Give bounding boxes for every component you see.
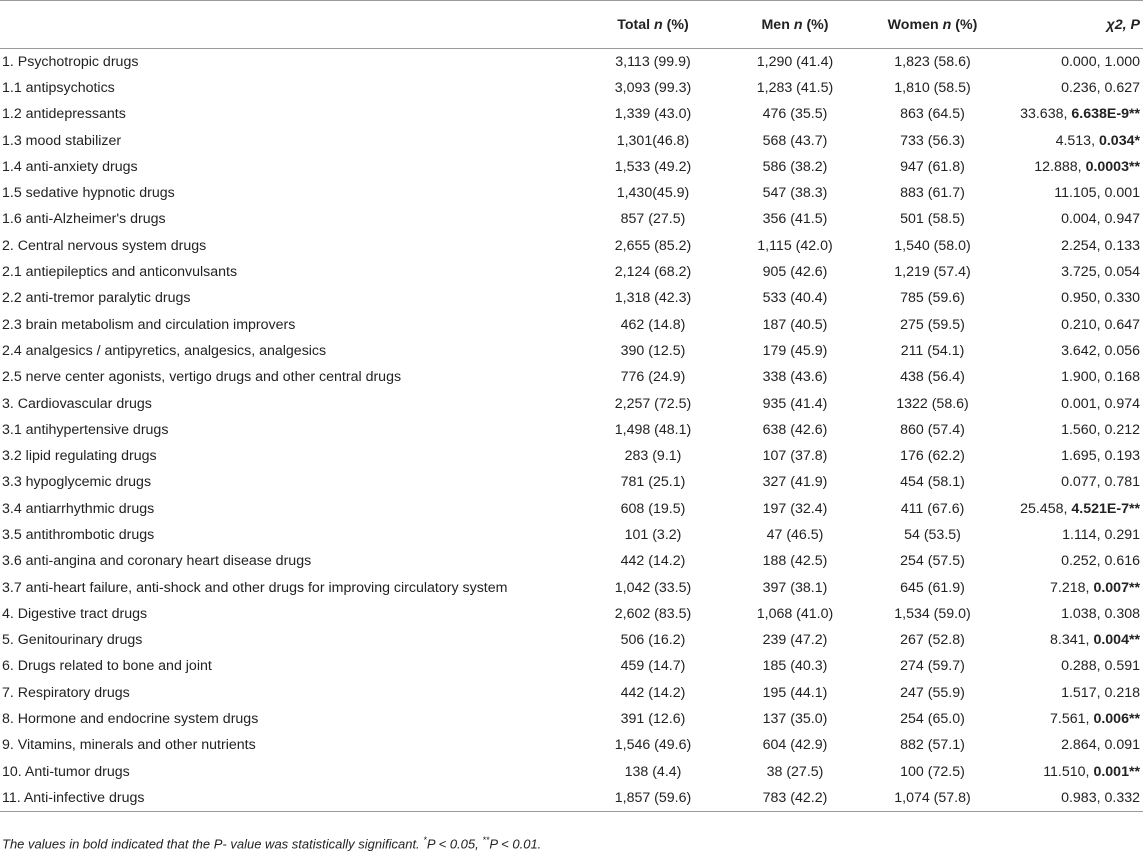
table-row <box>0 548 1143 574</box>
chi-value: 7.561, <box>1050 711 1090 728</box>
cell-women: 947 (61.8) <box>900 158 965 175</box>
chi-value: 2.864, <box>1061 737 1101 754</box>
p-value: 0.054 <box>1104 264 1140 281</box>
cell-women: 1322 (58.6) <box>896 395 969 412</box>
cell-men: 604 (42.9) <box>762 737 828 754</box>
row-label: 1. Psychotropic drugs <box>2 53 139 70</box>
cell-men: 638 (42.6) <box>762 421 828 438</box>
cell-men: 1,115 (42.0) <box>757 237 833 254</box>
p-value: 0.168 <box>1104 369 1140 386</box>
table-row <box>0 680 1143 706</box>
chi-value: 0.252, <box>1061 553 1101 570</box>
cell-men: 338 (43.6) <box>762 369 828 386</box>
row-label: 2.1 antiepileptics and anticonvulsants <box>2 264 238 281</box>
footnote-text: The values in bold indicated that the P- value was statistically significant. <box>2 836 420 852</box>
p-value: 0.001** <box>1093 763 1140 780</box>
chi-value: 0.210, <box>1061 316 1101 333</box>
p-value: 4.521E-7** <box>1071 500 1140 517</box>
table-header-row <box>0 1 1143 49</box>
cell-women: 176 (62.2) <box>900 448 965 465</box>
cell-total: 442 (14.2) <box>620 553 686 570</box>
cell-total: 138 (4.4) <box>624 763 682 780</box>
chi-value: 3.642, <box>1061 342 1101 359</box>
cell-chi-p <box>1005 653 1143 679</box>
footnote-p01: P < 0.01. <box>489 836 542 852</box>
cell-total: 3,113 (99.9) <box>615 53 691 70</box>
p-value: 6.638E-9** <box>1071 106 1140 123</box>
cell-total: 442 (14.2) <box>620 684 686 701</box>
chi-value: 0.983, <box>1061 789 1101 806</box>
cell-women: 1,810 (58.5) <box>894 79 971 96</box>
chi-value: 33.638, <box>1020 106 1068 123</box>
p-value: 0.193 <box>1104 448 1140 465</box>
row-label: 1.3 mood stabilizer <box>2 132 122 149</box>
row-label: 2.5 nerve center agonists, vertigo drugs and other central drugs <box>2 369 402 386</box>
row-label: 2.4 analgesics / antipyretics, analgesics, analgesics <box>2 342 327 359</box>
cell-men: 239 (47.2) <box>762 632 828 649</box>
cell-men: 533 (40.4) <box>762 290 828 307</box>
table-row <box>0 49 1143 75</box>
cell-women: 1,074 (57.8) <box>894 789 971 806</box>
chi-value: 2.254, <box>1061 237 1101 254</box>
cell-women: 267 (52.8) <box>900 632 965 649</box>
table-row <box>0 417 1143 443</box>
cell-total: 283 (9.1) <box>624 448 682 465</box>
cell-chi-p <box>1005 522 1143 548</box>
cell-chi-p <box>1005 311 1143 337</box>
cell-chi-p <box>1005 759 1143 785</box>
cell-men: 47 (46.5) <box>766 526 824 543</box>
cell-men: 179 (45.9) <box>762 342 828 359</box>
cell-women: 275 (59.5) <box>900 316 965 333</box>
p-value: 0.330 <box>1104 290 1140 307</box>
chi-value: 8.341, <box>1050 632 1090 649</box>
cell-women: 1,219 (57.4) <box>894 264 971 281</box>
table-row <box>0 338 1143 364</box>
cell-women: 211 (54.1) <box>900 342 965 359</box>
table-row <box>0 154 1143 180</box>
cell-total: 1,430(45.9) <box>616 185 690 202</box>
cell-total: 2,602 (83.5) <box>614 605 692 622</box>
cell-total: 1,533 (49.2) <box>614 158 692 175</box>
cell-total: 1,498 (48.1) <box>614 421 692 438</box>
cell-chi-p <box>1005 49 1143 75</box>
cell-men: 568 (43.7) <box>762 132 828 149</box>
p-value: 0.947 <box>1104 211 1140 228</box>
cell-men: 935 (41.4) <box>762 395 828 412</box>
table-row <box>0 180 1143 206</box>
row-label: 5. Genitourinary drugs <box>2 632 143 649</box>
p-value: 0.133 <box>1104 237 1140 254</box>
header-women: Women n (%) <box>887 16 978 33</box>
cell-total: 1,042 (33.5) <box>614 579 692 596</box>
row-label: 3.3 hypoglycemic drugs <box>2 474 152 491</box>
chi-value: 1.560, <box>1061 421 1101 438</box>
cell-men: 38 (27.5) <box>766 763 824 780</box>
cell-chi-p <box>1005 706 1143 732</box>
chi-value: 0.004, <box>1061 211 1101 228</box>
table-row <box>0 759 1143 785</box>
cell-women: 254 (65.0) <box>900 711 965 728</box>
cell-men: 107 (37.8) <box>762 448 828 465</box>
cell-chi-p <box>1005 127 1143 153</box>
cell-women: 1,540 (58.0) <box>894 237 971 254</box>
row-label: 1.6 anti-Alzheimer's drugs <box>2 211 166 228</box>
cell-total: 781 (25.1) <box>620 474 686 491</box>
table-row <box>0 653 1143 679</box>
cell-chi-p <box>1005 101 1143 127</box>
cell-total: 1,301(46.8) <box>616 132 690 149</box>
cell-chi-p <box>1005 601 1143 627</box>
cell-women: 863 (64.5) <box>900 106 965 123</box>
cell-women: 733 (56.3) <box>900 132 965 149</box>
footnote-p05: P < 0.05, <box>426 836 479 852</box>
chi-value: 0.950, <box>1061 290 1101 307</box>
row-label: 10. Anti-tumor drugs <box>2 763 130 780</box>
cell-women: 247 (55.9) <box>900 684 965 701</box>
header-chi-p: χ2, P <box>1106 16 1140 33</box>
row-label: 3.2 lipid regulating drugs <box>2 448 157 465</box>
cell-total: 3,093 (99.3) <box>614 79 692 96</box>
cell-total: 459 (14.7) <box>620 658 686 675</box>
table-row <box>0 311 1143 337</box>
row-label: 9. Vitamins, minerals and other nutrients <box>2 737 256 754</box>
header-item <box>0 1 576 49</box>
cell-women: 100 (72.5) <box>900 763 965 780</box>
table-row <box>0 364 1143 390</box>
cell-chi-p <box>1005 627 1143 653</box>
p-value: 0.591 <box>1104 658 1140 675</box>
p-value: 0.007** <box>1093 579 1140 596</box>
row-label: 3. Cardiovascular drugs <box>2 395 152 412</box>
cell-total: 857 (27.5) <box>620 211 686 228</box>
row-label: 3.4 antiarrhythmic drugs <box>2 500 155 517</box>
chi-value: 1.695, <box>1061 448 1101 465</box>
header-men: Men n (%) <box>761 16 829 33</box>
row-label: 2. Central nervous system drugs <box>2 237 207 254</box>
cell-men: 1,068 (41.0) <box>756 605 834 622</box>
cell-chi-p <box>1005 259 1143 285</box>
cell-chi-p <box>1005 574 1143 600</box>
cell-women: 860 (57.4) <box>900 421 965 438</box>
table-row <box>0 574 1143 600</box>
cell-men: 476 (35.5) <box>762 106 828 123</box>
cell-men: 1,290 (41.4) <box>756 53 834 70</box>
table-row <box>0 390 1143 416</box>
cell-chi-p <box>1005 680 1143 706</box>
cell-men: 187 (40.5) <box>762 316 828 333</box>
cell-men: 905 (42.6) <box>762 264 828 281</box>
chi-value: 1.038, <box>1061 605 1101 622</box>
cell-chi-p <box>1005 154 1143 180</box>
cell-chi-p <box>1005 417 1143 443</box>
table-row <box>0 469 1143 495</box>
cell-chi-p <box>1005 180 1143 206</box>
cell-women: 254 (57.5) <box>900 553 965 570</box>
row-label: 2.2 anti-tremor paralytic drugs <box>2 290 191 307</box>
row-label: 3.1 antihypertensive drugs <box>2 421 169 438</box>
row-label: 11. Anti-infective drugs <box>2 789 145 806</box>
cell-total: 1,546 (49.6) <box>614 737 692 754</box>
cell-women: 883 (61.7) <box>900 185 965 202</box>
table-row <box>0 75 1143 101</box>
row-label: 3.7 anti-heart failure, anti-shock and other drugs for improving circulatory system <box>2 579 508 596</box>
p-value: 0.001 <box>1104 185 1140 202</box>
chi-value: 0.288, <box>1061 658 1101 675</box>
p-value: 0.974 <box>1104 395 1140 412</box>
p-value: 0.004** <box>1093 632 1140 649</box>
table-row <box>0 127 1143 153</box>
cell-chi-p <box>1005 75 1143 101</box>
chi-value: 0.236, <box>1061 79 1101 96</box>
row-label: 3.5 antithrombotic drugs <box>2 526 155 543</box>
p-value: 0.627 <box>1104 79 1140 96</box>
cell-men: 586 (38.2) <box>762 158 828 175</box>
cell-women: 1,823 (58.6) <box>894 53 971 70</box>
chi-value: 3.725, <box>1061 264 1101 281</box>
cell-total: 2,655 (85.2) <box>614 237 692 254</box>
cell-total: 462 (14.8) <box>620 316 686 333</box>
table-row <box>0 101 1143 127</box>
cell-chi-p <box>1005 390 1143 416</box>
cell-chi-p <box>1005 732 1143 758</box>
cell-women: 501 (58.5) <box>900 211 965 228</box>
cell-chi-p <box>1005 338 1143 364</box>
cell-men: 188 (42.5) <box>762 553 828 570</box>
chi-value: 7.218, <box>1050 579 1090 596</box>
cell-men: 397 (38.1) <box>762 579 828 596</box>
cell-men: 195 (44.1) <box>762 684 828 701</box>
cell-total: 2,257 (72.5) <box>614 395 692 412</box>
chi-value: 1.517, <box>1061 684 1101 701</box>
cell-women: 454 (58.1) <box>900 474 965 491</box>
cell-men: 356 (41.5) <box>762 211 828 228</box>
cell-men: 1,283 (41.5) <box>756 79 834 96</box>
cell-total: 1,318 (42.3) <box>614 290 692 307</box>
cell-women: 645 (61.9) <box>900 579 965 596</box>
cell-chi-p <box>1005 496 1143 522</box>
cell-men: 547 (38.3) <box>762 185 828 202</box>
cell-women: 411 (67.6) <box>900 500 965 517</box>
table-footnote: The values in bold indicated that the P- value was statistically significant. *P < 0.05, **P < 0.01. <box>2 835 542 852</box>
row-label: 2.3 brain metabolism and circulation improvers <box>2 316 296 333</box>
table-row <box>0 233 1143 259</box>
table-row <box>0 732 1143 758</box>
table-row <box>0 259 1143 285</box>
header-total: Total n (%) <box>617 16 689 33</box>
chi-value: 0.000, <box>1061 53 1101 70</box>
chi-value: 25.458, <box>1020 500 1068 517</box>
p-value: 0.034* <box>1098 132 1140 149</box>
p-value: 0.091 <box>1104 737 1140 754</box>
cell-total: 1,857 (59.6) <box>614 789 692 806</box>
p-value: 0.006** <box>1093 711 1140 728</box>
cell-women: 785 (59.6) <box>900 290 965 307</box>
cell-men: 327 (41.9) <box>762 474 828 491</box>
chi-value: 4.513, <box>1055 132 1096 149</box>
cell-chi-p <box>1005 364 1143 390</box>
row-label: 6. Drugs related to bone and joint <box>2 658 212 675</box>
p-value: 1.000 <box>1104 53 1140 70</box>
p-value: 0.218 <box>1104 684 1140 701</box>
row-label: 4. Digestive tract drugs <box>2 605 148 622</box>
cell-chi-p <box>1005 548 1143 574</box>
p-value: 0.781 <box>1104 474 1140 491</box>
p-value: 0.647 <box>1104 316 1140 333</box>
row-label: 1.4 anti-anxiety drugs <box>2 158 138 175</box>
table-row <box>0 785 1143 811</box>
chi-value: 0.001, <box>1061 395 1101 412</box>
cell-chi-p <box>1005 206 1143 232</box>
cell-men: 197 (32.4) <box>762 500 828 517</box>
cell-chi-p <box>1005 233 1143 259</box>
row-label: 1.1 antipsychotics <box>2 79 115 96</box>
table-row <box>0 496 1143 522</box>
cell-total: 390 (12.5) <box>620 342 686 359</box>
p-value: 0.212 <box>1104 421 1140 438</box>
row-label: 7. Respiratory drugs <box>2 684 130 701</box>
cell-total: 2,124 (68.2) <box>614 264 692 281</box>
row-label: 1.2 antidepressants <box>2 106 126 123</box>
cell-total: 608 (19.5) <box>620 500 686 517</box>
cell-total: 101 (3.2) <box>624 526 682 543</box>
cell-women: 1,534 (59.0) <box>894 605 971 622</box>
cell-men: 783 (42.2) <box>762 789 828 806</box>
p-value: 0.616 <box>1104 553 1140 570</box>
row-label: 3.6 anti-angina and coronary heart disease drugs <box>2 553 312 570</box>
table-row <box>0 285 1143 311</box>
cell-women: 438 (56.4) <box>900 369 965 386</box>
cell-chi-p <box>1005 785 1143 811</box>
table-row <box>0 601 1143 627</box>
cell-chi-p <box>1005 469 1143 495</box>
chi-value: 1.900, <box>1061 369 1101 386</box>
p-value: 0.056 <box>1104 342 1140 359</box>
p-value: 0.0003** <box>1085 158 1140 175</box>
chi-value: 11.105, <box>1054 185 1101 202</box>
cell-chi-p <box>1005 285 1143 311</box>
table-row <box>0 522 1143 548</box>
cell-total: 506 (16.2) <box>620 632 686 649</box>
chi-value: 12.888, <box>1034 158 1082 175</box>
cell-men: 185 (40.3) <box>762 658 828 675</box>
cell-men: 137 (35.0) <box>762 711 828 728</box>
table-row <box>0 206 1143 232</box>
p-value: 0.332 <box>1104 789 1140 806</box>
p-value: 0.291 <box>1104 526 1140 543</box>
chi-value: 11.510, <box>1043 763 1090 780</box>
table-row <box>0 627 1143 653</box>
p-value: 0.308 <box>1104 605 1140 622</box>
cell-women: 882 (57.1) <box>900 737 965 754</box>
cell-women: 274 (59.7) <box>900 658 965 675</box>
cell-chi-p <box>1005 443 1143 469</box>
table-row <box>0 706 1143 732</box>
cell-women: 54 (53.5) <box>904 526 961 543</box>
row-label: 8. Hormone and endocrine system drugs <box>2 711 259 728</box>
cell-total: 1,339 (43.0) <box>614 106 692 123</box>
cell-total: 391 (12.6) <box>620 711 686 728</box>
table-row <box>0 443 1143 469</box>
cell-total: 776 (24.9) <box>620 369 686 386</box>
chi-value: 0.077, <box>1061 474 1101 491</box>
row-label: 1.5 sedative hypnotic drugs <box>2 185 175 202</box>
chi-value: 1.114, <box>1062 526 1101 543</box>
